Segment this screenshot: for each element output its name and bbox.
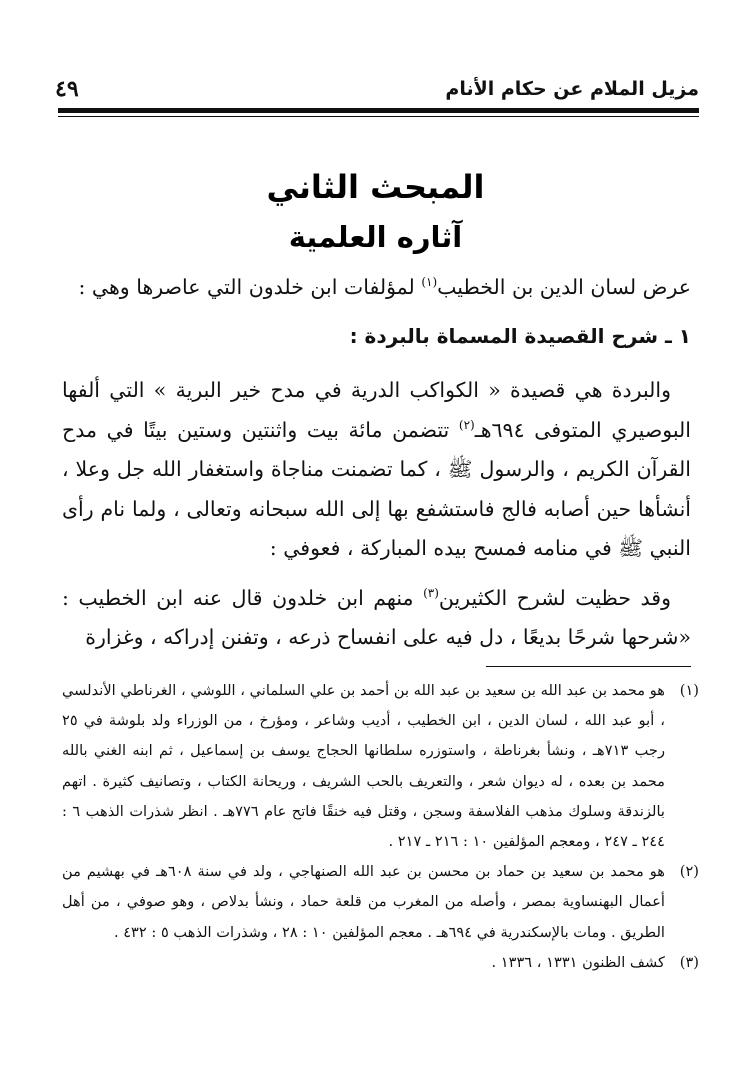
para1-text-end: تتضمن مائة بيت واثنتين وستين بيتًا في مدح القرآن الكريم ، والرسول ﷺ ، كما تضمنت مناجاة واستغفار الله جل وعلا ، أنشأها حين أصابه فالج فاستشفع بها إلى الله سبحانه وتعالى ، ولما نام رأى النبي ﷺ في منامه فمسح بيده المباركة ، فعوفي : bbox=[62, 417, 691, 560]
footnote-text: هو محمد بن سعيد بن حماد بن محسن بن عبد الله الصنهاجي ، ولد في سنة ٦٠٨هـ في بهشيم من أعمال البهنساوية بمصر ، وأصله من المغرب من قلعة حماد ، ونشأ بدلاص ، وهو صوفي ، من أهل الطريق . ومات بالإسكندرية في ٦٩٤هـ . معجم المؤلفين ١٠ : ٢٨ ، وشذرات الذهب ٥ : ٤٣٢ . bbox=[62, 863, 665, 941]
footnote-ref-3: (٣) bbox=[423, 585, 439, 600]
commentary-paragraph bbox=[62, 579, 691, 658]
header-rule-thin bbox=[58, 116, 699, 117]
footnote-text: كشف الظنون ١٣٣١ ، ١٣٣٦ . bbox=[491, 953, 665, 971]
item-heading-1: ١ ـ شرح القصيدة المسماة بالبردة : bbox=[349, 323, 691, 348]
section-subtitle: آثاره العلمية bbox=[288, 220, 463, 254]
intro-paragraph bbox=[62, 268, 691, 308]
book-title: مزيل الملام عن حكام الأنام bbox=[445, 78, 699, 100]
footnote-text: هو محمد بن عبد الله بن سعيد بن عبد الله بن أحمد بن علي السلماني ، اللوشي ، الغرناطي الأندلسي ، أبو عبد الله ، لسان الدين ، ابن الخطيب ، أديب وشاعر ، ومؤرخ ، من الوزراء ولد بلوشة في ٢٥ رجب ٧١٣هـ ، ونشأ بغرناطة ، واستوزره سلطانها الحجاج يوسف بن إسماعيل ، ثم ابنه الغني بالله محمد بن بعده ، له ديوان شعر ، والتعريف بالحب الشريف ، وريحانة الكتاب ، وتصانيف كثيرة . اتهم بالزندقة وسلوك مذهب الفلاسفة وسجن ، وقتل فيه خنقًا فاتح عام ٧٧٦هـ . انظر شذرات الذهب ٦ : ٢٤٤ ـ ٢٤٧ ، ومعجم المؤلفين ١٠ : ٢١٦ ـ ٢١٧ . bbox=[62, 682, 665, 851]
intro-text-end: لمؤلفات ابن خلدون التي عاصرها وهي : bbox=[78, 275, 422, 299]
running-header bbox=[55, 74, 699, 104]
para1-text-start: والبردة هي قصيدة « الكواكب الدرية في مدح خير البرية » التي ألفها البوصيري المتوفى ٦٩٤هـ bbox=[62, 378, 691, 442]
footnote-ref-2: (٢) bbox=[458, 417, 475, 432]
header-rule-thick bbox=[58, 108, 699, 113]
footnote-2 bbox=[62, 857, 699, 948]
footnote-number: (٢) bbox=[679, 863, 699, 881]
para2-text-end: منهم ابن خلدون قال عنه ابن الخطيب : «شرحها شرحًا بديعًا ، دل فيه على انفساح ذرعه ، وتفنن إدراكه ، وغزارة bbox=[62, 585, 691, 649]
footnote-separator bbox=[486, 666, 691, 667]
page-number: ٤٩ bbox=[55, 76, 79, 102]
section-heading: المبحث الثاني bbox=[266, 168, 485, 206]
footnotes bbox=[62, 676, 699, 978]
footnote-1 bbox=[62, 676, 699, 857]
footnote-3 bbox=[62, 948, 699, 978]
main-text bbox=[62, 268, 691, 658]
intro-text-start: عرض لسان الدين بن الخطيب bbox=[437, 275, 691, 299]
footnote-number: (١) bbox=[679, 682, 699, 699]
footnote-number: (٣) bbox=[679, 953, 699, 971]
burda-paragraph bbox=[62, 371, 691, 569]
footnote-ref-1: (١) bbox=[421, 275, 438, 290]
para2-text-start: وقد حظيت لشرح الكثيرين bbox=[438, 585, 672, 610]
